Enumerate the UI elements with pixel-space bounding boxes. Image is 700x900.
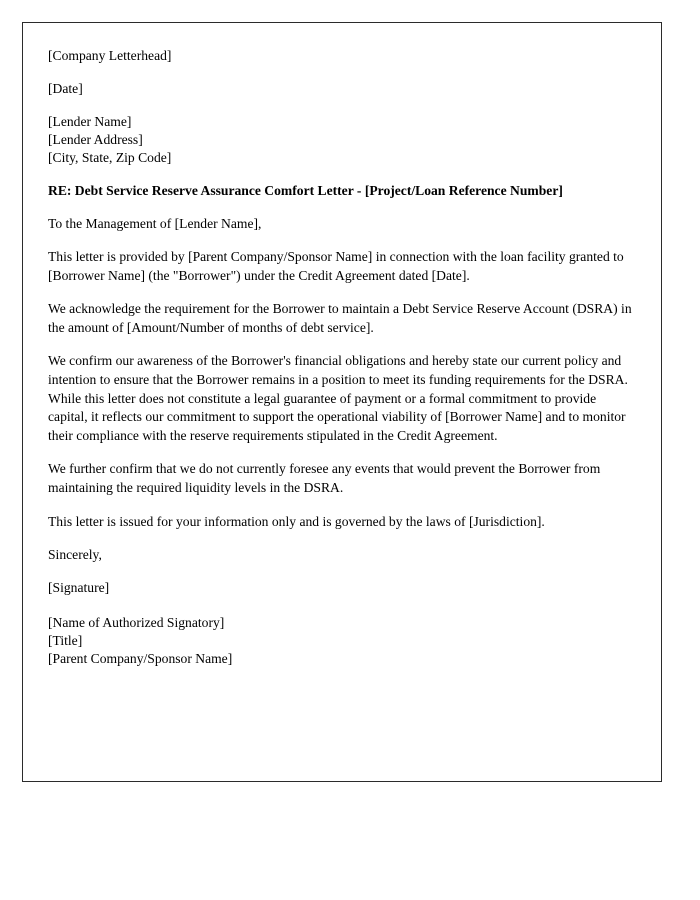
paragraph-governing-law: This letter is issued for your information only and is governed by the laws of [Jurisdiction]. [48, 513, 545, 529]
recipient-address-block [48, 113, 635, 167]
signatory-title: [Title] [48, 633, 83, 649]
company-letterhead: [Company Letterhead] [48, 48, 172, 63]
recipient-city-state-zip: [City, State, Zip Code] [48, 150, 172, 165]
subject-re-line: RE: Debt Service Reserve Assurance Comfort Letter - [Project/Loan Reference Number] [48, 183, 563, 198]
signatory-company: [Parent Company/Sponsor Name] [48, 651, 233, 667]
signatory-block [48, 614, 635, 668]
paragraph-no-foreseen-events: We further confirm that we do not currently foresee any events that would prevent the Borrower from maintaining the required liquidity levels in the DSRA. [48, 461, 601, 495]
recipient-name: [Lender Name] [48, 114, 132, 129]
closing-salutation: Sincerely, [48, 547, 102, 563]
signatory-name: [Name of Authorized Signatory] [48, 615, 225, 631]
salutation: To the Management of [Lender Name], [48, 216, 262, 231]
letter-date: [Date] [48, 81, 83, 96]
paragraph-dsra-requirement: We acknowledge the requirement for the Borrower to maintain a Debt Service Reserve Account (DSRA) in the amount of [Amount/Number of months of debt service]. [48, 301, 632, 335]
signature-placeholder: [Signature] [48, 580, 110, 596]
document-page-border [22, 22, 662, 782]
paragraph-loan-facility: This letter is provided by [Parent Company/Sponsor Name] in connection with the loan facility granted to [Borrower Name] (the "Borrower") under the Credit Agreement dated [Date]. [48, 249, 624, 283]
recipient-street-address: [Lender Address] [48, 132, 143, 147]
paragraph-confirmation-of-awareness: We confirm our awareness of the Borrower's financial obligations and hereby state our current policy and intention to ensure that the Borrower remains in a position to meet its funding requirements for the DSRA. While this letter does not constitute a legal guarantee of payment or a formal commitment to provide capital, it reflects our commitment to support the operational viability of [Borrower Name] and to monitor their compliance with the reserve requirements stipulated in the Credit Agreement. [48, 353, 628, 443]
letter-body [23, 23, 661, 703]
